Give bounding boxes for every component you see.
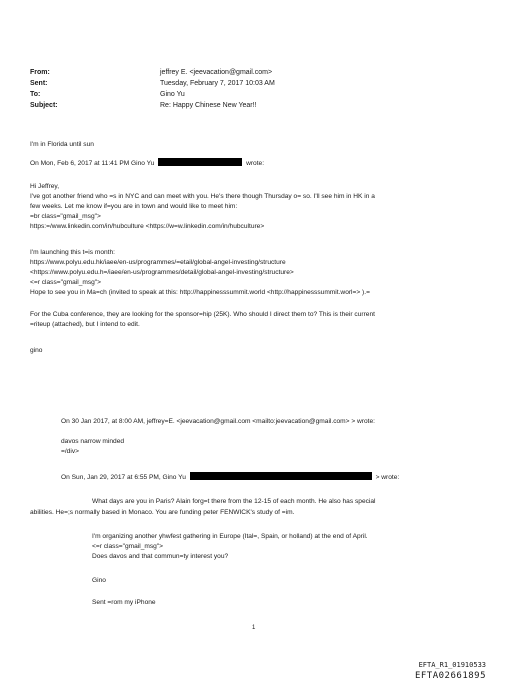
footer-id-small: EFTA_R1_01910533 [418,661,486,669]
signature-line: gino [30,347,43,354]
to-label: To: [30,91,41,98]
body-line: For the Cuba conference, they are looking for the sponsor=hip (25K). Who should I direct them to? This is their current [30,311,375,318]
to-value: Gino Yu [160,91,185,98]
body-line: I'm launching this t=is month: [30,249,116,256]
quote-intro-line [30,158,264,168]
quoted-line: Sent =rom my iPhone [92,599,156,606]
quoted-line: Does davos and that commun=ty interest you? [92,553,229,560]
quote-intro-text: On Mon, Feb 6, 2017 at 11:41 PM Gino Yu [30,160,155,167]
body-line: =br class="gmail_msg"> [30,213,101,220]
body-line: <https://www.polyu.edu.h=/iaee/en-us/programmes/detail/global-angel-investing/structure> [30,269,294,276]
sent-label: Sent: [30,80,48,87]
sent-value: Tuesday, February 7, 2017 10:03 AM [160,80,275,87]
quoted-line: On 30 Jan 2017, at 8:00 AM, jeffrey=E. <jeevacation@gmail.com <mailto:jeevacation@gmail.com> > wrote: [61,418,375,425]
body-line: https:=/www.linkedin.com/in/hubculture <https://w=w.linkedin.com/in/hubculture> [30,223,265,230]
subject-label: Subject: [30,102,58,109]
nested-quote-intro-wrote: > wrote: [375,474,400,481]
quoted-line: I'm organizing another yhwfest gathering in Europe (Ital=, Spain, or holland) at the end of April. [92,533,368,540]
quoted-line-wrapped [30,508,294,517]
quote-intro-wrote: wrote: [246,160,265,167]
quoted-line: davos narrow minded [61,438,125,445]
body-line: =riteup (attached), but I intend to edit. [30,321,140,328]
from-label: From: [30,69,50,76]
nested-quote-intro-text: On Sun, Jan 29, 2017 at 6:55 PM, Gino Yu [61,474,186,481]
body-line: Hi Jeffrey, [30,183,60,190]
body-line: few weeks. Let me know if=you are in town and would like to meet him: [30,203,238,210]
quoted-line: =/div> [61,448,79,455]
quoted-line: What days are you in Paris? Alain forg=t there from the 12-15 of each month. He also has special [92,498,376,505]
quoted-text: abilities. He [30,509,65,516]
footer-id-large: EFTA02661895 [414,671,486,681]
from-value: jeffrey E. <jeevacation@gmail.com> [160,69,273,76]
nested-quote-intro-line [61,472,399,482]
quoted-signature: Gino [92,577,106,584]
body-line: I'm in Florida until sun [30,141,94,148]
quoted-line: <=r class="gmail_msg"> [92,543,164,550]
body-line: <=r class="gmail_msg"> [30,279,102,286]
redaction-block [190,472,372,480]
body-line: I've got another friend who =s in NYC and can meet with you. He's there though Thursday o= so. I'll see him in HK in a [30,193,375,200]
body-line: Hope to see you in Ma=ch (invited to speak at this: http://happinesssummit.world <http://happinesssummit.worl=> ).= [30,289,370,296]
subject-value: Re: Happy Chinese New Year!! [160,102,257,109]
body-line: https://www.polyu.edu.hk/iaee/en-us/programmes/=etail/global-angel-investing/structure [30,259,286,266]
page-number: 1 [252,625,256,631]
redaction-block [158,158,242,166]
quoted-text-continued: =;s normally based in Monaco. You are funding peter FENWICK's study of =im. [64,509,295,516]
